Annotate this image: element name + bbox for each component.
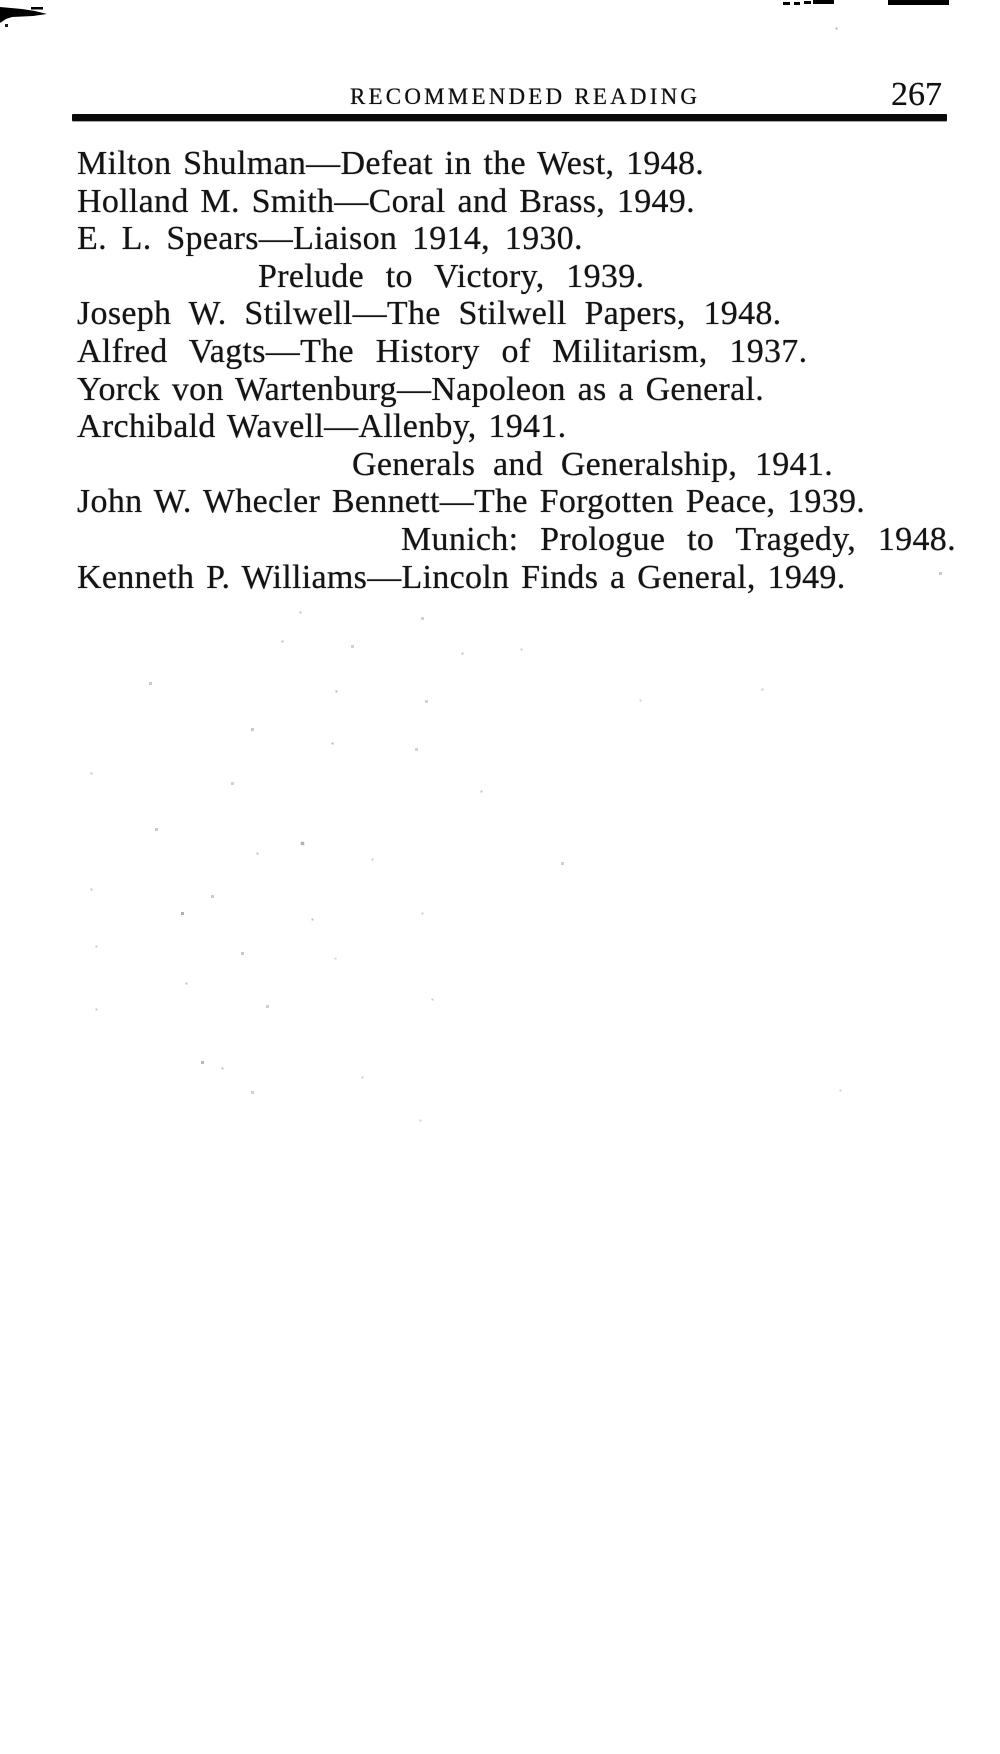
scan-noise: [0, 0, 1, 1]
edge-mark: [794, 2, 800, 5]
reading-list-entry: Joseph W. Stilwell—The Stilwell Papers, 1948.: [77, 295, 782, 333]
scan-artifact-top-left: [0, 0, 60, 60]
edge-mark: [804, 1, 811, 4]
reading-list-entry: Generals and Generalship, 1941.: [352, 445, 833, 483]
reading-list-entry: Munich: Prologue to Tragedy, 1948.: [401, 520, 956, 558]
page-number: 267: [891, 76, 942, 113]
header-rule: [72, 114, 947, 121]
reading-list-entry: John W. Whecler Bennett—The Forgotten Peace, 1939.: [77, 483, 866, 521]
edge-mark: [813, 0, 834, 4]
reading-list-entry: Kenneth P. Williams—Lincoln Finds a General, 1949.: [77, 558, 846, 596]
reading-list-entry: Holland M. Smith—Coral and Brass, 1949.: [77, 182, 695, 220]
reading-list-entry: E. L. Spears—Liaison 1914, 1930.: [77, 220, 583, 258]
edge-mark: [888, 0, 949, 5]
reading-list-entry: Yorck von Wartenburg—Napoleon as a General.: [77, 370, 765, 408]
reading-list-entry: Archibald Wavell—Allenby, 1941.: [77, 408, 567, 446]
reading-list-entry: Prelude to Victory, 1939.: [258, 257, 645, 295]
running-header: RECOMMENDED READING: [350, 84, 701, 109]
reading-list-entry: Alfred Vagts—The History of Militarism, 1937.: [77, 332, 808, 370]
reading-list: [77, 145, 977, 596]
edge-mark: [783, 2, 790, 5]
reading-list-entry: Milton Shulman—Defeat in the West, 1948.: [77, 145, 705, 182]
